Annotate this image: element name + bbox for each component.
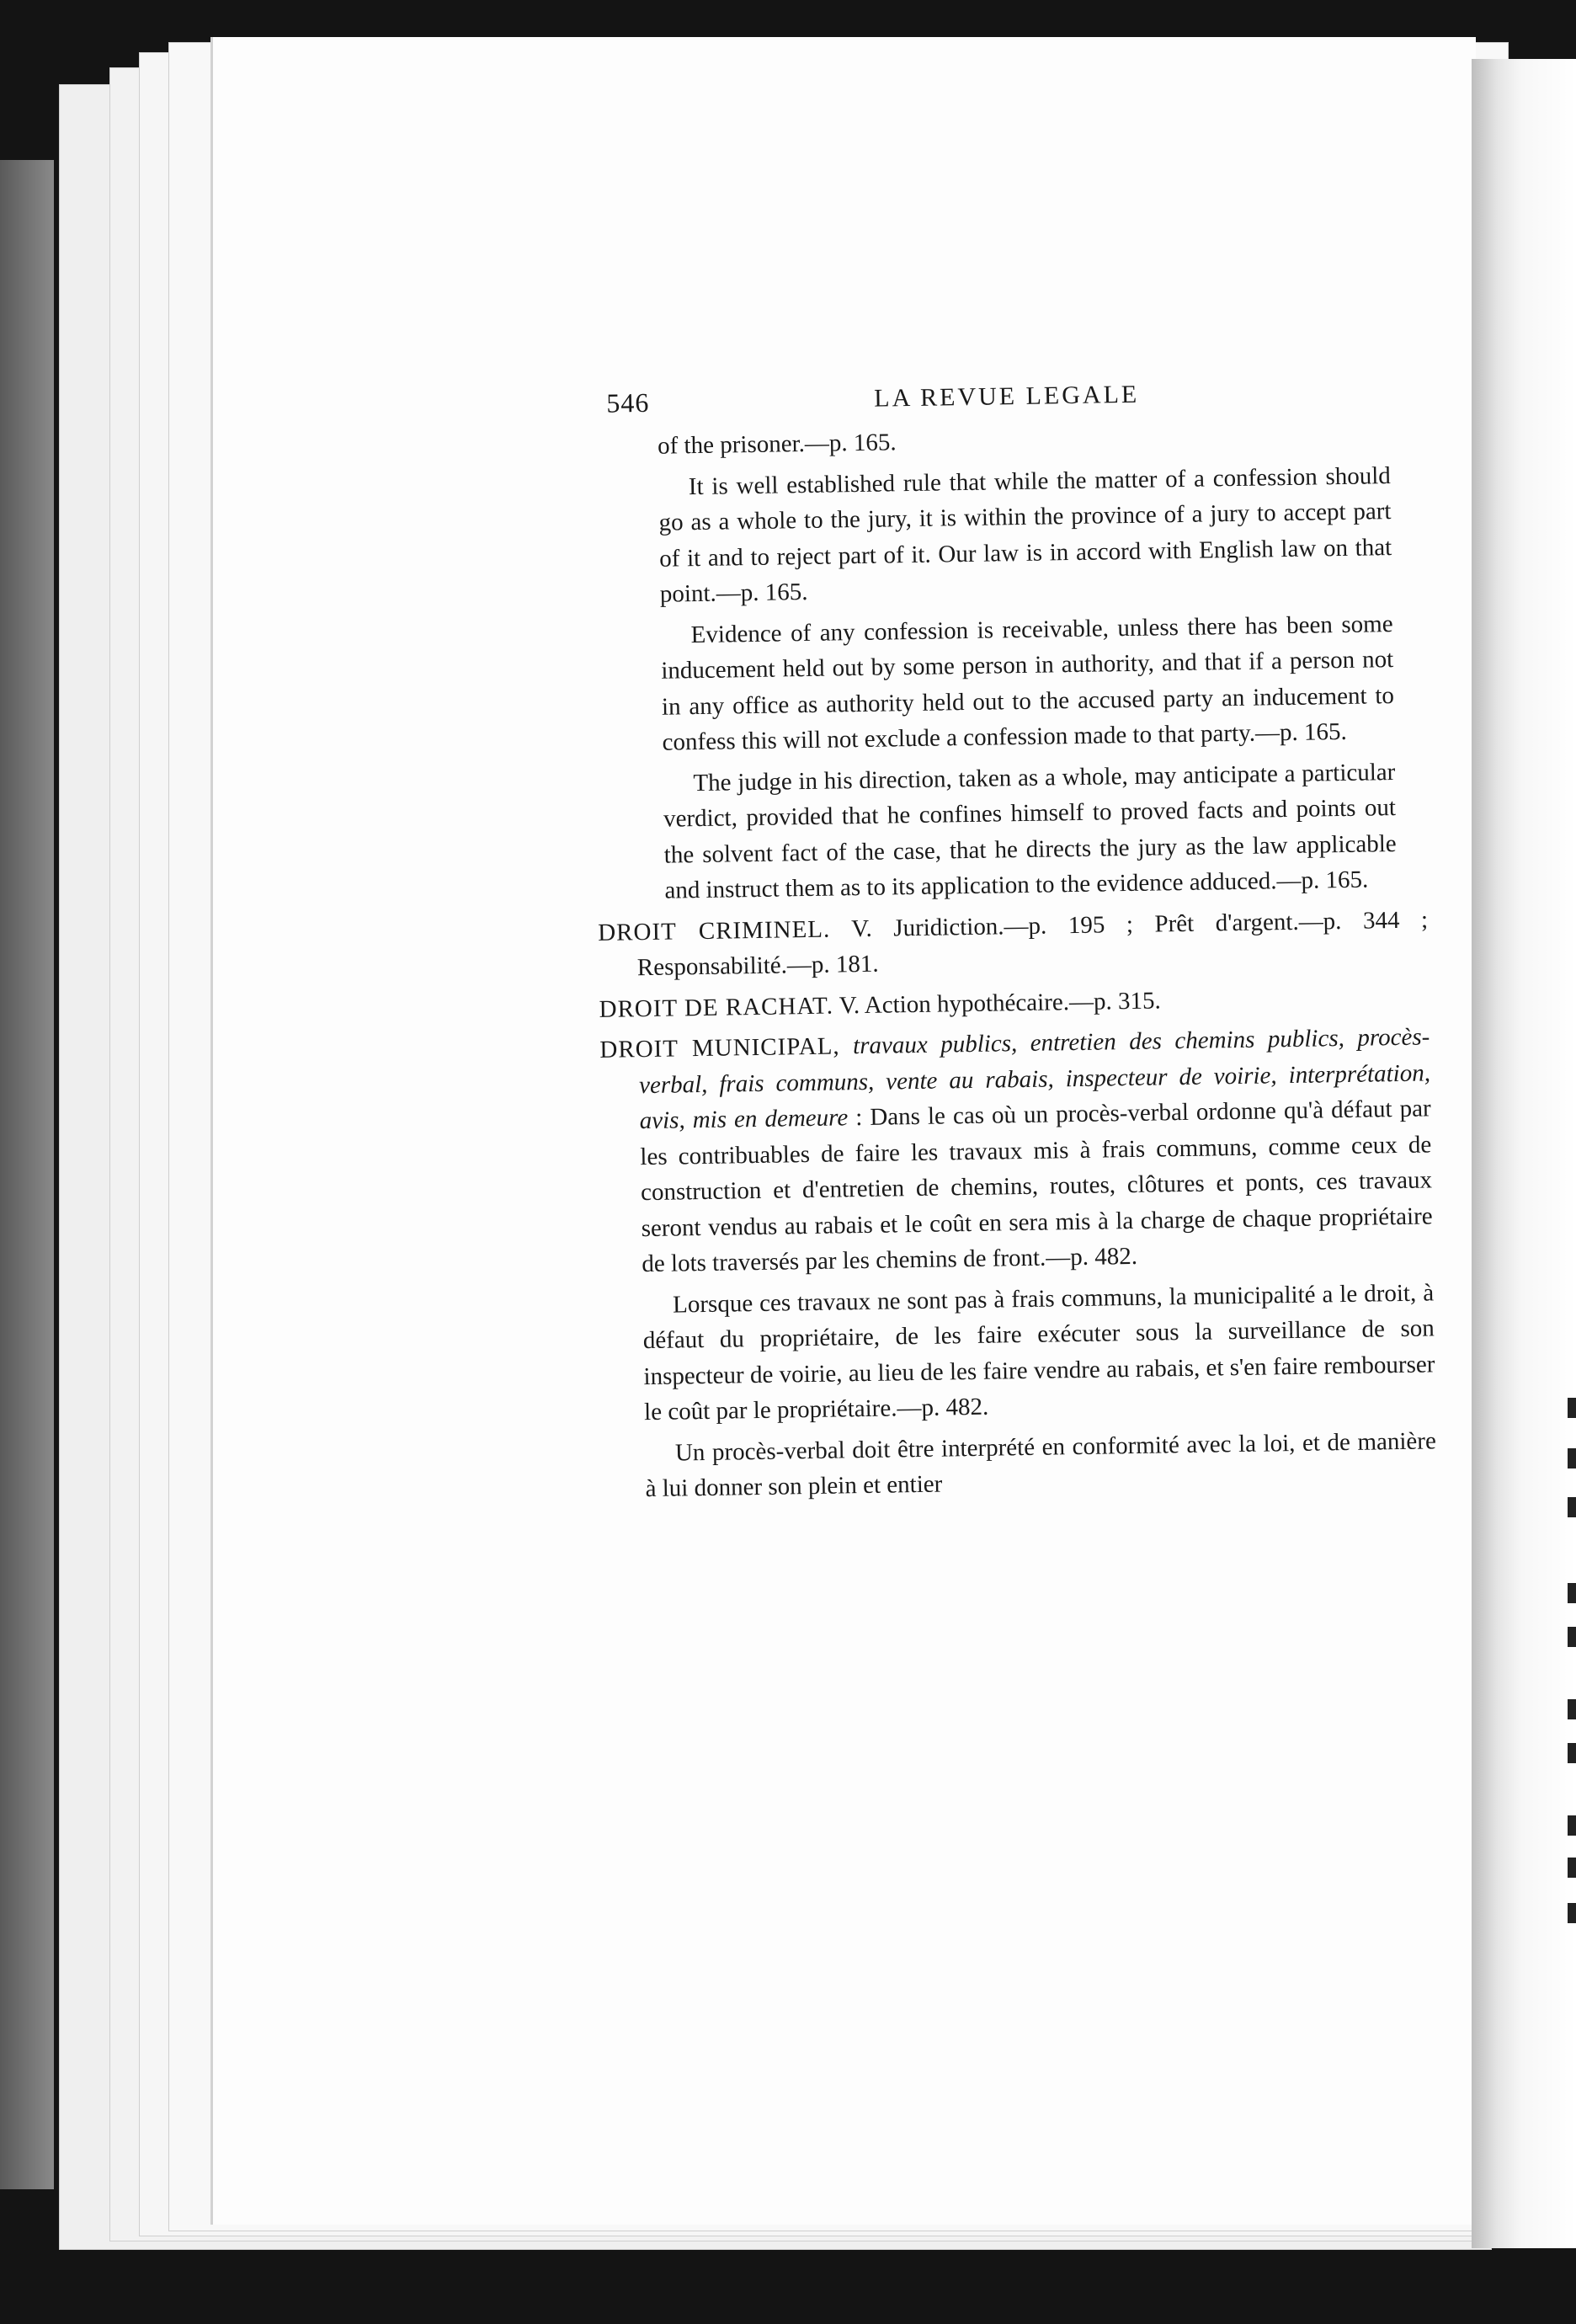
entry-text: Dans le cas où un procès-verbal ordonne qu'à défaut par les contribuables de faire les travaux mis à frais communs, comme ceux de construction et d'entretien de chemins, routes, clôtures et ponts, ces travaux seront vendus au rabais et le coût en sera mis à la charge de chaque propriétaire de lots traversés par les chemins de front.—p. 482. (640, 1095, 1433, 1278)
entry-headword: DROIT MUNICIPAL, (599, 1032, 840, 1063)
page-text (589, 373, 1437, 1513)
paragraph: Evidence of any confession is receivable, unless there has been some inducement held out by some person in authority, and that if a person not in any office as authority held out to the accused party an inducement to confess this will not exclude a confession made to that party.—p. 165. (661, 610, 1395, 756)
facing-page-glyph (1568, 1858, 1576, 1878)
entry-text: V. Action hypothécaire.—p. 315. (833, 986, 1161, 1020)
entry-headword: DROIT CRIMINEL. (597, 915, 831, 946)
entry-keywords: travaux publics, entretien des chemins publics, procès-verbal, frais communs, vente au rabais, inspecteur de voirie, interprétation, avis, mis en demeure (638, 1023, 1431, 1135)
paragraph: Lorsque ces travaux ne sont pas à frais communs, la municipalité a le droit, à défaut du propriétaire, de les faire exécuter sous la surveillance de son inspecteur de voirie, au lieu de les faire vendre au rabais, et s'en faire rembourser le coût par le propriétaire.—p. 482. (642, 1278, 1435, 1426)
scanner-background (0, 160, 54, 2189)
running-head: LA REVUE LEGALE (874, 380, 1140, 413)
entry-headword: DROIT DE RACHAT. (599, 992, 834, 1023)
facing-page-glyph (1568, 1699, 1576, 1719)
facing-page-glyph (1568, 1743, 1576, 1763)
entry-text: V. Juridiction.—p. 195 ; Prêt d'argent.—p. 344 ; Responsabilité.—p. 181. (636, 905, 1429, 982)
facing-page-glyph (1568, 1903, 1576, 1923)
facing-page-edge (1472, 59, 1576, 2248)
index-entry (599, 978, 1430, 1027)
facing-page-glyph (1568, 1815, 1576, 1836)
facing-page-glyph (1568, 1497, 1576, 1517)
index-entry (598, 902, 1429, 986)
paragraph: The judge in his direction, taken as a whole, may anticipate a particular verdict, provided that he confines himself to proved facts and points out the solvent fact of the case, that he directs the jury as the law applicable and instruct them as to its application to the evidence adduced.—p. 165. (663, 758, 1397, 904)
page-number: 546 (606, 386, 650, 418)
index-entry (599, 1019, 1434, 1282)
facing-page-glyph (1568, 1627, 1576, 1647)
facing-page-glyph (1568, 1583, 1576, 1603)
entry-colon: : (847, 1103, 871, 1132)
paragraph: It is well established rule that while the matter of a confession should go as a whole to the jury, it is within the province of a jury to accept part of it and to reject part of it. Our law is in accord with English law on that point.—p. 165. (658, 461, 1392, 608)
facing-page-glyph (1568, 1398, 1576, 1418)
paragraph: of the prisoner.—p. 165. (657, 429, 897, 460)
paragraph: Un procès-verbal doit être interprété en conformité avec la loi, et de manière à lui donner son plein et entier (645, 1426, 1437, 1503)
facing-page-glyph (1568, 1448, 1576, 1468)
